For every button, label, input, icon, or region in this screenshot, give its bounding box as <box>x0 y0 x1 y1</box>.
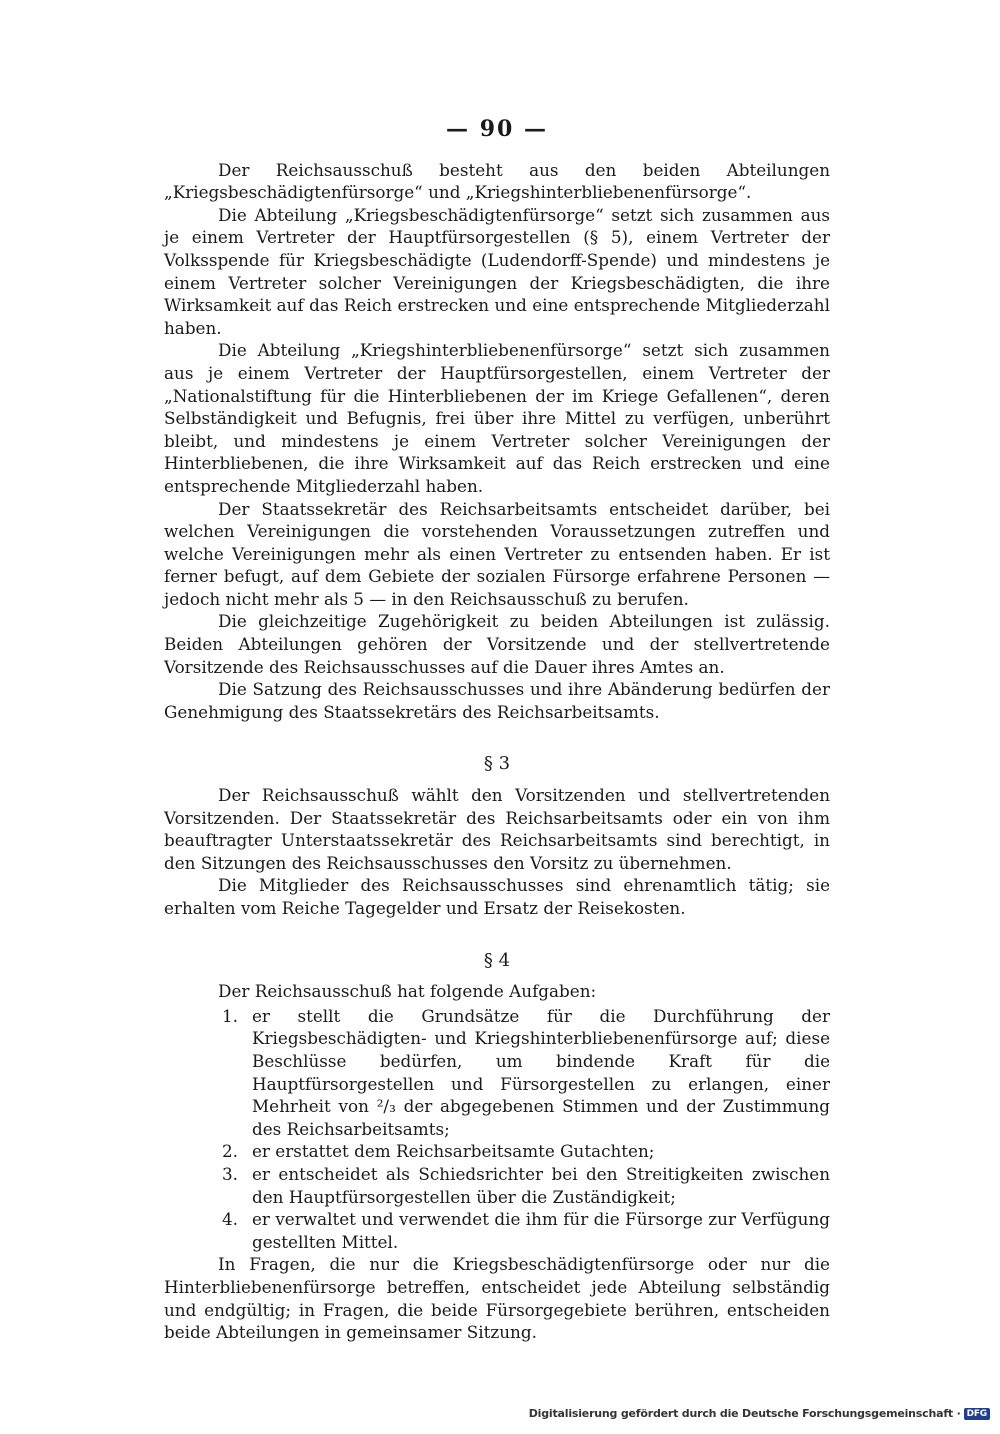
section-3 <box>164 753 830 919</box>
item-text: er erstattet dem Reichsarbeitsamte Gutachten; <box>252 1141 655 1162</box>
closing-paragraph: In Fragen, die nur die Kriegsbeschädigtenfürsorge oder nur die Hinterbliebenenfürsorge betreffen, entscheidet jede Abteilung selbständig und endgültig; in Fragen, die beide Fürsorgegebiete berühren, entscheiden beide Abteilungen in gemeinsamer Sitzung. <box>164 1254 830 1343</box>
section-heading: § 3 <box>483 753 511 775</box>
section-4 <box>164 950 830 1344</box>
task-list <box>164 1005 830 1254</box>
item-text: er verwaltet und verwendet die ihm für die Fürsorge zur Verfügung gestellten Mittel. <box>252 1209 830 1252</box>
document-page <box>164 118 830 1344</box>
list-item <box>164 1208 830 1253</box>
paragraph: Der Reichsausschuß besteht aus den beiden Abteilungen „Kriegsbeschädigtenfürsorge“ und „Kriegshinterbliebenenfürsorge“. <box>164 159 830 203</box>
paragraph: Die gleichzeitige Zugehörigkeit zu beiden Abteilungen ist zulässig. Beiden Abteilungen gehören der Vorsitzende und der stellvertretende Vorsitzende des Reichsausschusses auf die Dauer ihres Amtes an. <box>164 611 830 677</box>
credit-text: Digitalisierung gefördert durch die Deutsche Forschungsgemeinschaft · <box>528 1407 961 1420</box>
list-item <box>164 1005 830 1141</box>
dfg-logo-icon: DFG <box>964 1408 990 1420</box>
paragraph: Der Reichsausschuß wählt den Vorsitzenden und stellvertretenden Vorsitzenden. Der Staatssekretär des Reichsarbeitsamts oder ein von ihm beauftragter Unterstaatssekretär des Reichsarbeitsamts sind berechtigt, in den Sitzungen des Reichsausschusses den Vorsitz zu übernehmen. <box>164 785 830 873</box>
item-number: 3. <box>222 1163 239 1184</box>
list-item <box>164 1163 830 1208</box>
section-intro: Der Reichsausschuß hat folgende Aufgaben: <box>218 981 597 1002</box>
item-number: 4. <box>222 1209 239 1230</box>
paragraph: Die Abteilung „Kriegsbeschädigtenfürsorge“ setzt sich zusammen aus je einem Vertreter der Hauptfürsorgestellen (§ 5), einem Vertreter der Volksspende für Kriegsbeschädigte (Ludendorff-Spende) und mindestens je einem Vertreter solcher Vereinigungen der Kriegsbeschädigten, die ihre Wirksamkeit auf das Reich erstrecken und eine entsprechende Mitgliederzahl haben. <box>164 204 830 338</box>
item-number: 1. <box>222 1005 239 1026</box>
paragraph: Die Satzung des Reichsausschusses und ihre Abänderung bedürfen der Genehmigung des Staatssekretärs des Reichsarbeitsamts. <box>164 679 830 722</box>
paragraph: Die Mitglieder des Reichsausschusses sind ehrenamtlich tätig; sie erhalten vom Reiche Tagegelder und Ersatz der Reisekosten. <box>164 875 830 918</box>
paragraph: Die Abteilung „Kriegshinterbliebenenfürsorge“ setzt sich zusammen aus je einem Vertreter der Hauptfürsorgestellen, einem Vertreter der „Nationalstiftung für die Hinterbliebenen der im Kriege Gefallenen“, deren Selbständigkeit und Befugnis, frei über ihre Mittel zu verfügen, unberührt bleibt, und mindestens je einem Vertreter solcher Vereinigungen der Hinterbliebenen, die ihre Wirksamkeit auf das Reich erstrecken und eine entsprechende Mitgliederzahl haben. <box>164 340 830 496</box>
item-text: er entscheidet als Schiedsrichter bei den Streitigkeiten zwischen den Hauptfürsorgestellen über die Zuständigkeit; <box>252 1163 830 1207</box>
list-item <box>164 1140 830 1163</box>
section-heading: § 4 <box>483 949 511 971</box>
intro-section <box>164 159 830 724</box>
paragraph: Der Staatssekretär des Reichsarbeitsamts entscheidet darüber, bei welchen Vereinigungen die vorstehenden Voraussetzungen zutreffen und welche Vereinigungen mehr als einen Vertreter zu entsenden haben. Er ist ferner befugt, auf dem Gebiete der sozialen Fürsorge erfahrene Personen — jedoch nicht mehr als 5 — in den Reichsausschuß zu berufen. <box>164 498 830 609</box>
digitization-credit <box>529 1407 990 1420</box>
item-number: 2. <box>222 1141 239 1162</box>
page-number: — 90 — <box>446 116 548 142</box>
item-text: er stellt die Grundsätze für die Durchführung der Kriegsbeschädigten- und Kriegshinterbliebenenfürsorge auf; diese Beschlüsse bedürfen, um bindende Kraft für die Hauptfürsorgestellen und Fürsorgestellen zu erlangen, einer Mehrheit von ²/₃ der abgegebenen Stimmen und der Zustimmung des Reichsarbeitsamts; <box>252 1005 830 1139</box>
